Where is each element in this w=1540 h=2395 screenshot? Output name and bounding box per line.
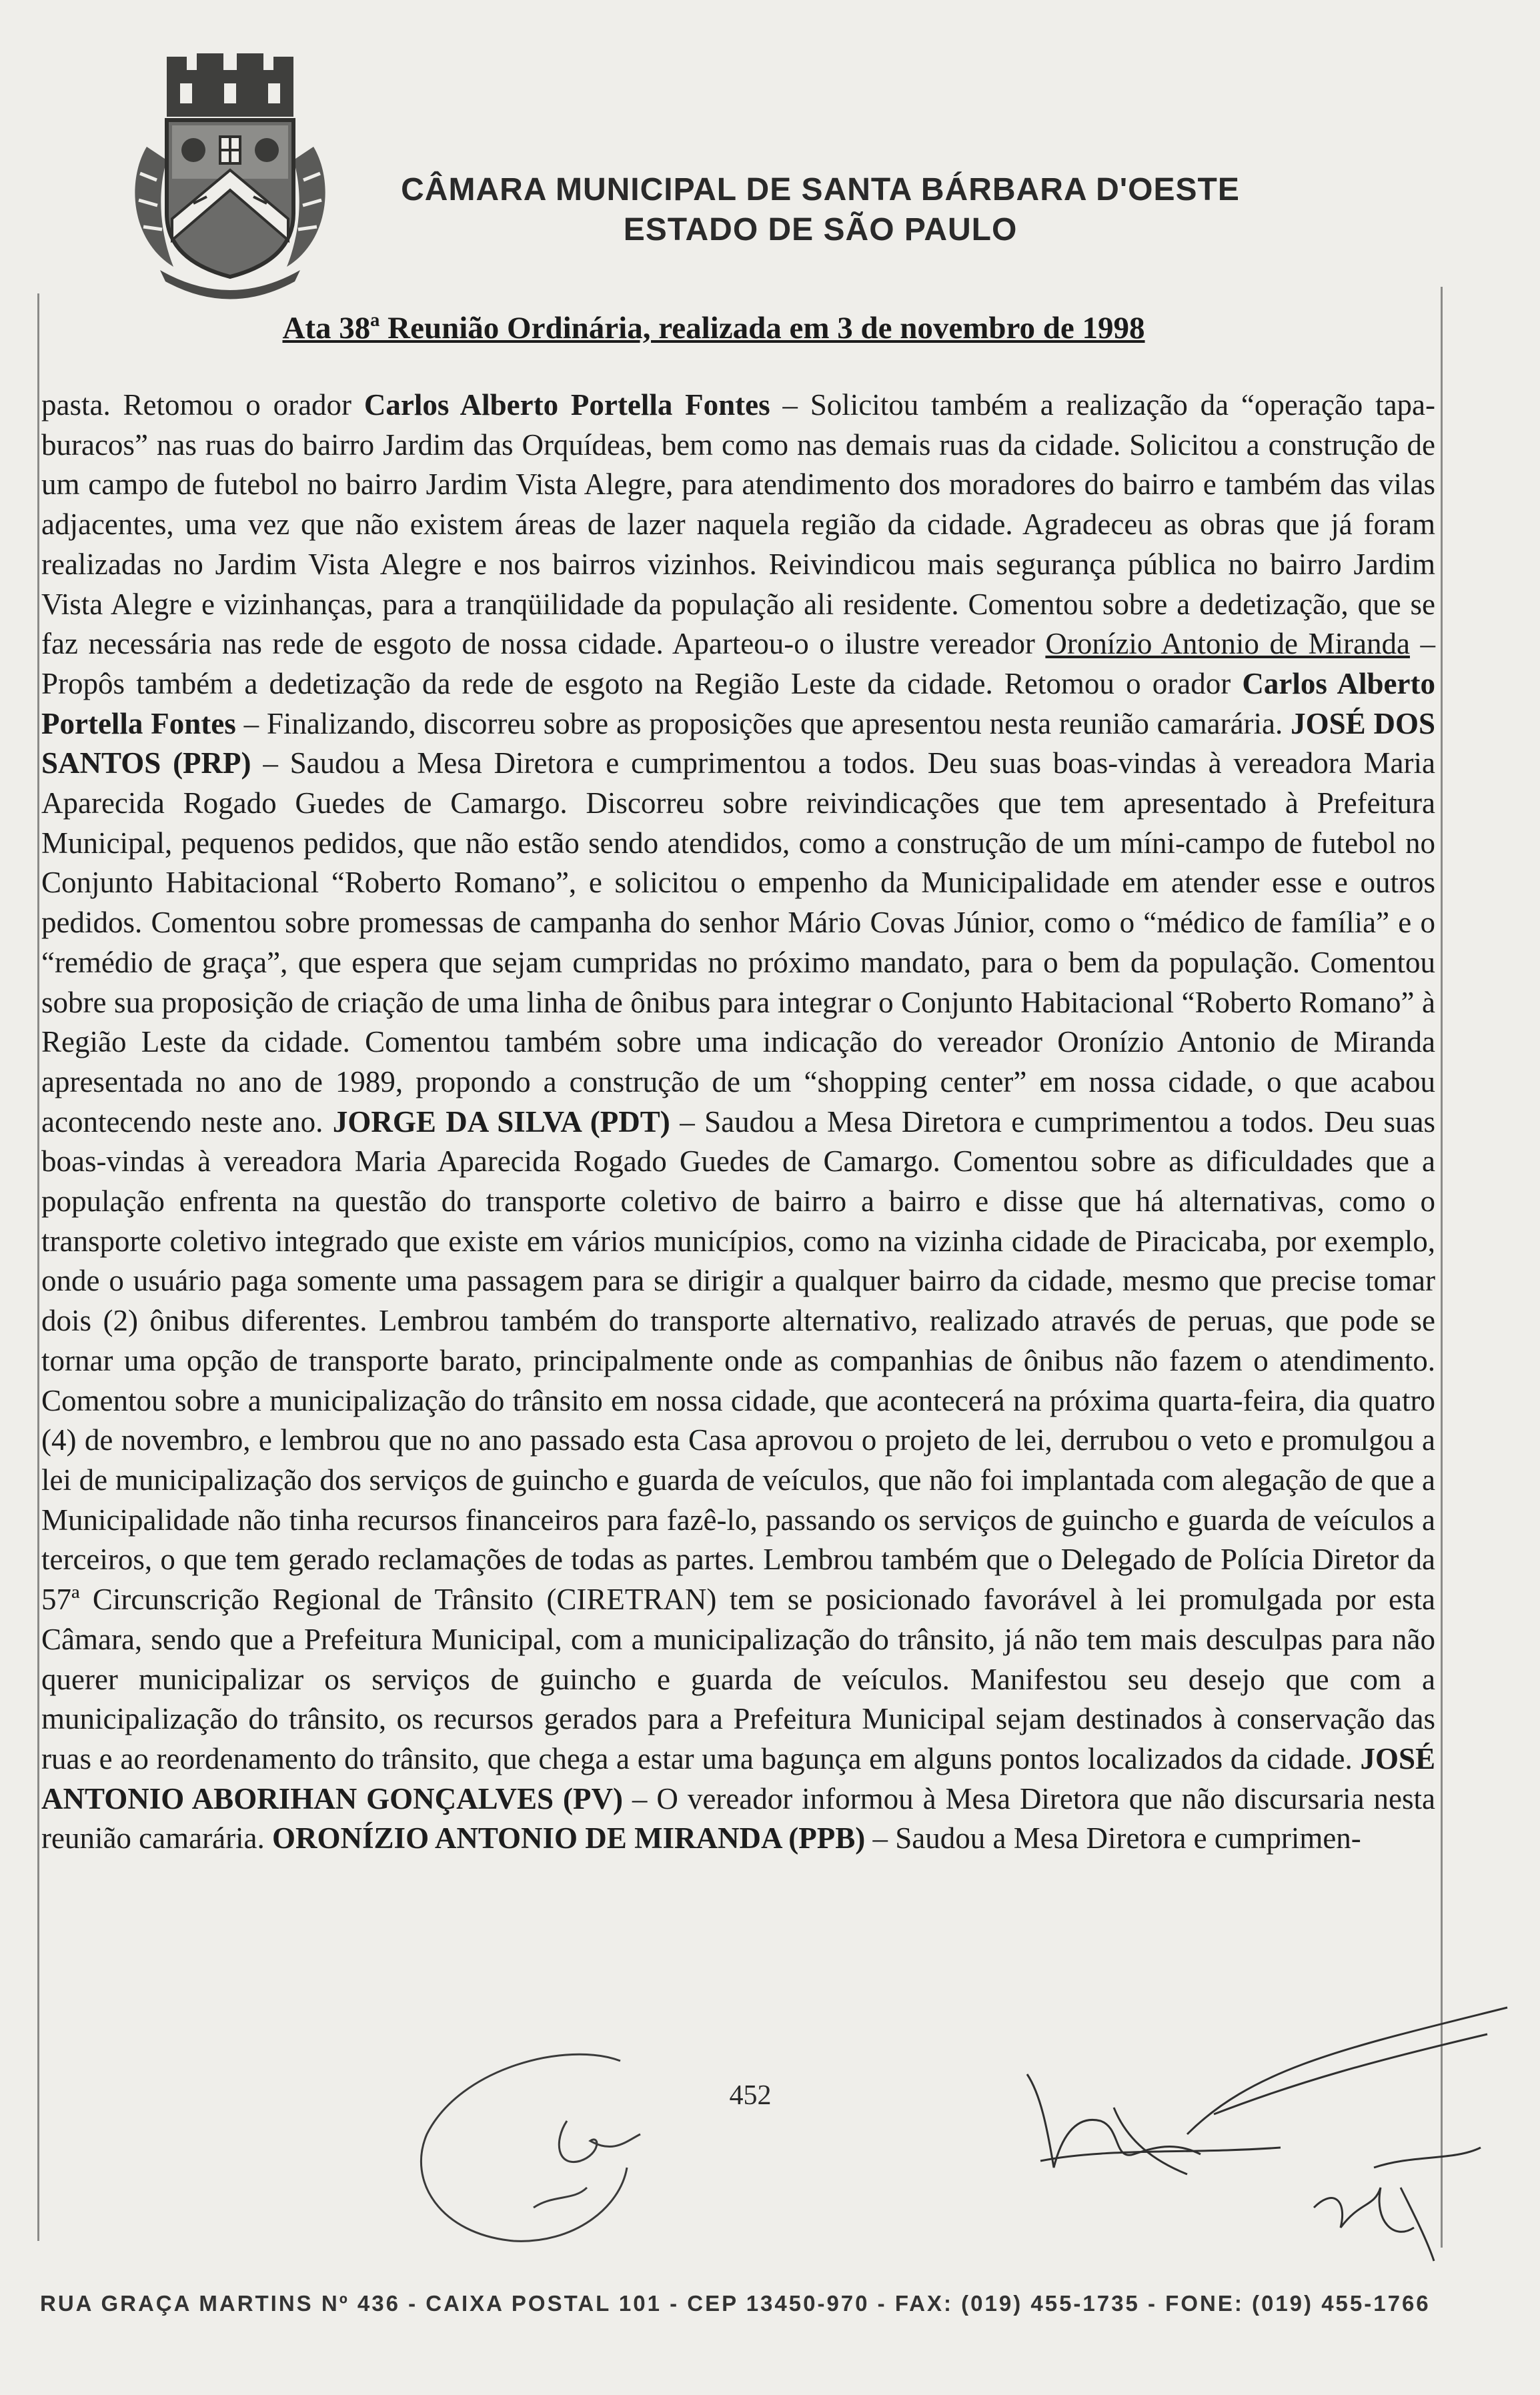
signature-right	[1000, 1987, 1534, 2268]
page-number: 452	[729, 2080, 772, 2111]
state-name: ESTADO DE SÃO PAULO	[623, 212, 1018, 247]
institution-name: CÂMARA MUNICIPAL DE SANTA BÁRBARA D'OESTE	[401, 172, 1240, 207]
letterhead	[347, 170, 1294, 250]
speaker-name: JOSÉ ANTONIO ABORIHAN GONÇALVES (PV)	[41, 1741, 1435, 1815]
footer-address: RUA GRAÇA MARTINS Nº 436 - CAIXA POSTAL 101 - CEP 13450-970 - FAX: (019) 455-1735 - FONE: (019) 455-1766	[40, 2291, 1431, 2316]
body-paragraph	[41, 385, 1435, 1859]
signature-left	[400, 2041, 707, 2254]
body-text-segment: – Saudou a Mesa Diretora e cumprimen-	[865, 1821, 1361, 1855]
minutes-body	[41, 385, 1435, 1859]
body-text-segment: – Solicitou também a realização da “operação tapa-buracos” nas ruas do bairro Jardim das Orquídeas, bem como nas demais ruas da cidade. Solicitou a construção de um campo de futebol no bairro Jardim Vista Alegre, para atendimento dos moradores do bairro e também das vilas adjacentes, uma vez que não existem áreas de lazer naquela região da cidade. Agradeceu as obras que já foram realizadas no Jardim Vista Alegre e nos bairros vizinhos. Reivindicou mais segurança pública no bairro Jardim Vista Alegre e vizinhanças, para a tranqüilidade da população ali residente. Comentou sobre a dedetização, que se faz necessária nas rede de esgoto de nossa cidade. Aparteou-o o ilustre vereador	[41, 388, 1436, 661]
body-text-segment: – Finalizando, discorreu sobre as proposições que apresentou nesta reunião camarária.	[235, 706, 1291, 740]
speaker-name: ORONÍZIO ANTONIO DE MIRANDA (PPB)	[272, 1821, 866, 1855]
speaker-name: JORGE DA SILVA (PDT)	[332, 1104, 670, 1138]
speaker-name: Carlos Alberto Portella Fontes	[363, 388, 770, 422]
body-text-segment: pasta. Retomou o orador	[41, 388, 364, 422]
left-margin-rule	[37, 293, 39, 2241]
municipal-crest-logo	[120, 47, 340, 300]
minutes-title: Ata 38ª Reunião Ordinária, realizada em 3 de novembro de 1998	[282, 311, 1145, 345]
speaker-name: Carlos Alberto Portella Fontes	[41, 666, 1435, 740]
right-margin-rule	[1441, 287, 1443, 2248]
body-text-segment: – Saudou a Mesa Diretora e cumprimentou a todos. Deu suas boas-vindas à vereadora Maria Aparecida Rogado Guedes de Camargo. Comentou sobre as dificuldades que a população enfrenta na questão do transporte coletivo de bairro a bairro e disse que há alternativas, como o transporte coletivo integrado que existe em vários municípios, como na vizinha cidade de Piracicaba, por exemplo, onde o usuário paga somente uma passagem para se dirigir a qualquer bairro da cidade, mesmo que precise tomar dois (2) ônibus diferentes. Lembrou também do transporte alternativo, realizado através de peruas, que pode se tornar uma opção de transporte barato, principalmente onde as companhias de ônibus não fazem o atendimento. Comentou sobre a municipalização do trânsito em nossa cidade, que acontecerá na próxima quarta-feira, dia quatro (4) de novembro, e lembrou que no ano passado esta Casa aprovou o projeto de lei, derrubou o veto e promulgou a lei de municipalização dos serviços de guincho e guarda de veículos, que não foi implantada com alegação de que a Municipalidade não tinha recursos financeiros para fazê-lo, passando os serviços de guincho e guarda de veículos a terceiros, o que tem gerado reclamações de todas as partes. Lembrou também que o Delegado de Polícia Diretor da 57ª Circunscrição Regional de Trânsito (CIRETRAN) tem se posicionado favorável à lei promulgada por esta Câmara, sendo que a Prefeitura Municipal, com a municipalização do trânsito, já não tem mais desculpas para não querer municipalizar os serviços de guincho e guarda de veículos. Manifestou seu desejo que com a municipalização do trânsito, os recursos gerados para a Prefeitura Municipal sejam destinados à conservação das ruas e ao reordenamento do trânsito, que chega a estar uma bagunça em alguns pontos localizados da cidade.	[41, 1104, 1435, 1775]
speaker-name: JOSÉ DOS SANTOS (PRP)	[41, 706, 1435, 780]
body-text-segment: – Saudou a Mesa Diretora e cumprimentou a todos. Deu suas boas-vindas à vereadora Maria Aparecida Rogado Guedes de Camargo. Discorreu sobre reivindicações que tem apresentado à Prefeitura Municipal, pequenos pedidos, que não estão sendo atendidos, como a construção de um míni-campo de futebol no Conjunto Habitacional “Roberto Romano”, e solicitou o empenho da Municipalidade em atender esse e outros pedidos. Comentou sobre promessas de campanha do senhor Mário Covas Júnior, como o “médico de família” e o “remédio de graça”, que espera que sejam cumpridas no próximo mandato, para o bem da população. Comentou sobre sua proposição de criação de uma linha de ônibus para integrar o Conjunto Habitacional “Roberto Romano” à Região Leste da cidade. Comentou também sobre uma indicação do vereador Oronízio Antonio de Miranda apresentada no ano de 1989, propondo a construção de um “shopping center” em nossa cidade, o que acabou acontecendo neste ano.	[41, 746, 1435, 1138]
body-text-segment: – Propôs também a dedetização da rede de esgoto na Região Leste da cidade. Retomou o orador	[41, 627, 1436, 700]
body-text-segment: – O vereador informou à Mesa Diretora que não discursaria nesta reunião camarária.	[41, 1781, 1435, 1855]
underlined-name: Oronízio Antonio de Miranda	[1045, 627, 1410, 661]
